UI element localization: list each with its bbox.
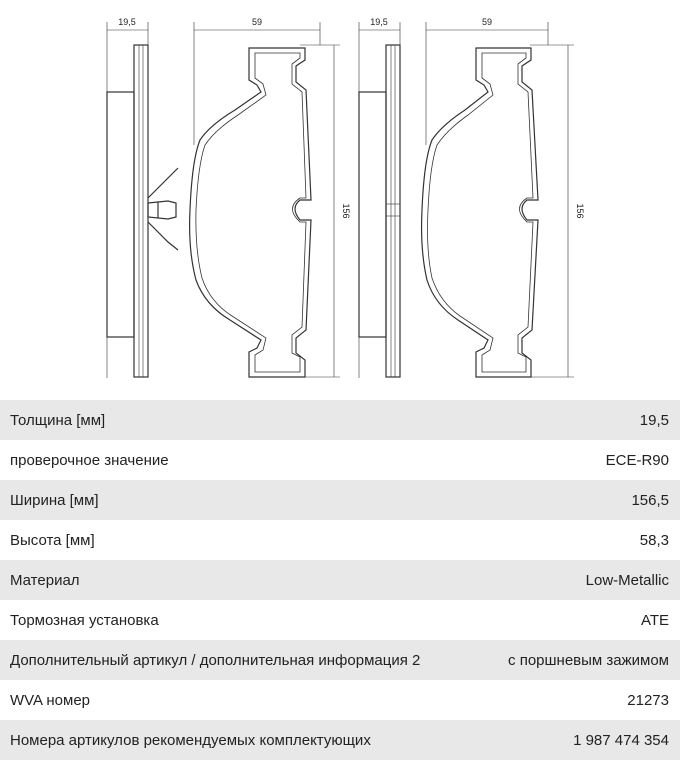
spec-value: с поршневым зажимом [508, 651, 669, 669]
right-width-label: 59 [481, 17, 493, 27]
spec-label: Ширина [мм] [10, 491, 99, 509]
spec-table [0, 400, 680, 760]
spec-row-wva-number [0, 680, 680, 720]
spec-row-additional-info [0, 640, 680, 680]
spec-value: 19,5 [639, 411, 669, 429]
spec-label: Высота [мм] [10, 531, 95, 549]
spec-label: Материал [10, 571, 80, 589]
spec-value: 58,3 [639, 531, 669, 549]
spec-value: 21273 [627, 691, 669, 709]
spec-row-test-value [0, 440, 680, 480]
spec-value: ECE-R90 [605, 451, 669, 469]
spec-label: WVA номер [10, 691, 91, 709]
spec-row-accessory-numbers [0, 720, 680, 760]
right-thickness-label: 19,5 [370, 17, 388, 27]
spec-row-thickness [0, 400, 680, 440]
spec-value: ATE [640, 611, 669, 629]
spec-row-material [0, 560, 680, 600]
left-pad-view [107, 22, 340, 378]
spec-label: Тормозная установка [10, 611, 159, 629]
spec-value: Low-Metallic [585, 571, 669, 589]
right-pad-view [359, 22, 574, 378]
spec-row-height [0, 520, 680, 560]
spec-value: 1 987 474 354 [573, 731, 669, 749]
left-height-label: 156 [341, 203, 351, 219]
left-thickness-label: 19,5 [118, 17, 136, 27]
spec-label: проверочное значение [10, 451, 169, 469]
spec-label: Толщина [мм] [10, 411, 106, 429]
right-height-label: 156 [575, 203, 585, 219]
left-width-label: 59 [251, 17, 263, 27]
spec-row-brake-system [0, 600, 680, 640]
spec-row-width [0, 480, 680, 520]
spec-label: Номера артикулов рекомендуемых комплектующих [10, 731, 371, 749]
spec-value: 156,5 [631, 491, 669, 509]
spec-label: Дополнительный артикул / дополнительная информация 2 [10, 651, 421, 669]
